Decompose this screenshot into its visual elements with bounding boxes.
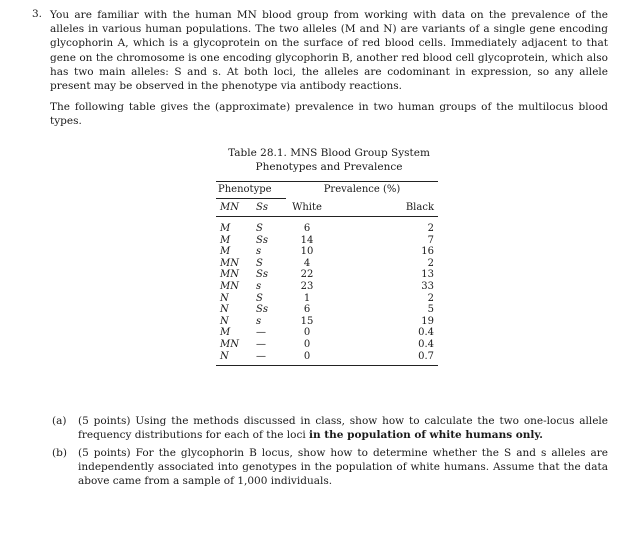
header-phenotype: Phenotype (216, 182, 286, 199)
table-row (216, 258, 438, 270)
cell-ss: — (256, 327, 266, 339)
cell-ss: Ss (256, 234, 268, 246)
table-row (216, 316, 438, 328)
subheader-ss: Ss (256, 199, 286, 217)
cell-ss: Ss (256, 269, 268, 281)
cell-white: 22 (300, 269, 314, 281)
cell-mn: N (220, 304, 229, 316)
table-body (216, 217, 438, 366)
cell-white: 15 (300, 315, 314, 327)
table-caption-line1: Table 28.1. MNS Blood Group System (228, 147, 430, 159)
table-row (216, 351, 438, 366)
cell-black: 13 (421, 269, 434, 281)
cell-black: 19 (421, 315, 434, 327)
cell-mn: MN (220, 269, 239, 281)
table-row (216, 269, 438, 281)
cell-black: 0.7 (328, 351, 438, 366)
cell-mn: MN (220, 257, 239, 269)
cell-mn: N (220, 292, 229, 304)
cell-ss: — (256, 338, 266, 350)
cell-ss: S (256, 292, 263, 304)
subheader-mn: MN (216, 199, 256, 217)
table-header-row (216, 182, 438, 199)
cell-black: 0.4 (418, 327, 434, 339)
cell-mn: M (220, 327, 231, 339)
cell-ss: S (256, 223, 263, 234)
table-row (216, 327, 438, 339)
table-row (216, 304, 438, 316)
cell-mn: M (220, 234, 231, 246)
cell-ss: Ss (256, 304, 268, 316)
cell-white: 0 (303, 327, 311, 339)
cell-mn: N (220, 315, 229, 327)
cell-ss: s (256, 315, 262, 327)
table-row (216, 339, 438, 351)
cell-mn: M (220, 223, 231, 234)
cell-mn: MN (220, 280, 239, 292)
table-row (216, 246, 438, 258)
cell-black: 5 (427, 304, 434, 316)
table-row (216, 217, 438, 235)
cell-mn: N (216, 351, 256, 366)
part-b-text: (5 points) For the glycophorin B locus, show how to determine whether the S and s alleles are independently associated into genotypes in the population of white humans. Assume that the data above came from a sample of 1,000 individuals. (78, 447, 608, 488)
subheader-white: White (286, 199, 328, 217)
part-a-body: (5 points) Using the methods discussed in class, show how to calculate the two one-locus allele frequency distributions for each of the loci (78, 415, 608, 442)
table-row (216, 293, 438, 305)
mns-table (216, 181, 438, 366)
cell-black: 33 (421, 280, 434, 292)
subheader-black: Black (328, 199, 438, 217)
cell-ss: S (256, 257, 263, 269)
cell-mn: MN (220, 338, 239, 350)
table-intro: The following table gives the (approximate) prevalence in two human groups of the multilocus blood types. (50, 101, 608, 128)
question-intro: You are familiar with the human MN blood group from working with data on the prevalence of the alleles in various human populations. The two alleles (M and N) are variants of a single gene encoding glycophorin A, which is a glycoprotein on the surface of red blood cells. Immediately adjacent to that gene on the chromosome is one encoding glycophorin B, another red blood cell glycoprotein, which also has two main alleles: S and s. At both loci, the alleles are codominant in expression, so any allele present may be observed in the phenotype via antibody reactions. (50, 9, 608, 93)
cell-black: 16 (421, 246, 434, 258)
cell-white: 1 (303, 292, 311, 304)
cell-white: 4 (303, 257, 311, 269)
cell-ss: s (256, 246, 262, 258)
cell-white: 14 (300, 234, 314, 246)
cell-ss: — (256, 351, 286, 366)
cell-black: 2 (427, 223, 434, 234)
cell-white: 23 (300, 280, 314, 292)
part-a-text (78, 414, 608, 442)
part-b-label: (b) (52, 447, 67, 459)
table-caption-line2: Phenotypes and Prevalence (255, 161, 403, 173)
cell-black: 2 (427, 257, 434, 269)
question-number: 3. (32, 8, 43, 20)
cell-white: 0 (286, 351, 328, 366)
cell-black: 7 (427, 234, 434, 246)
cell-white: 0 (303, 338, 311, 350)
table-row (216, 235, 438, 247)
cell-ss: s (256, 280, 262, 292)
cell-black: 2 (427, 292, 434, 304)
cell-mn: M (220, 246, 231, 258)
part-a-emphasis: in the population of white humans only. (309, 429, 543, 442)
part-a-label: (a) (52, 415, 67, 427)
cell-white: 10 (300, 246, 314, 258)
table-caption (214, 146, 444, 174)
cell-white: 6 (303, 223, 311, 234)
cell-black: 0.4 (418, 338, 434, 350)
header-prevalence: Prevalence (%) (286, 182, 438, 199)
table-subheader-row (216, 199, 438, 217)
cell-white: 6 (303, 304, 311, 316)
table-row (216, 281, 438, 293)
